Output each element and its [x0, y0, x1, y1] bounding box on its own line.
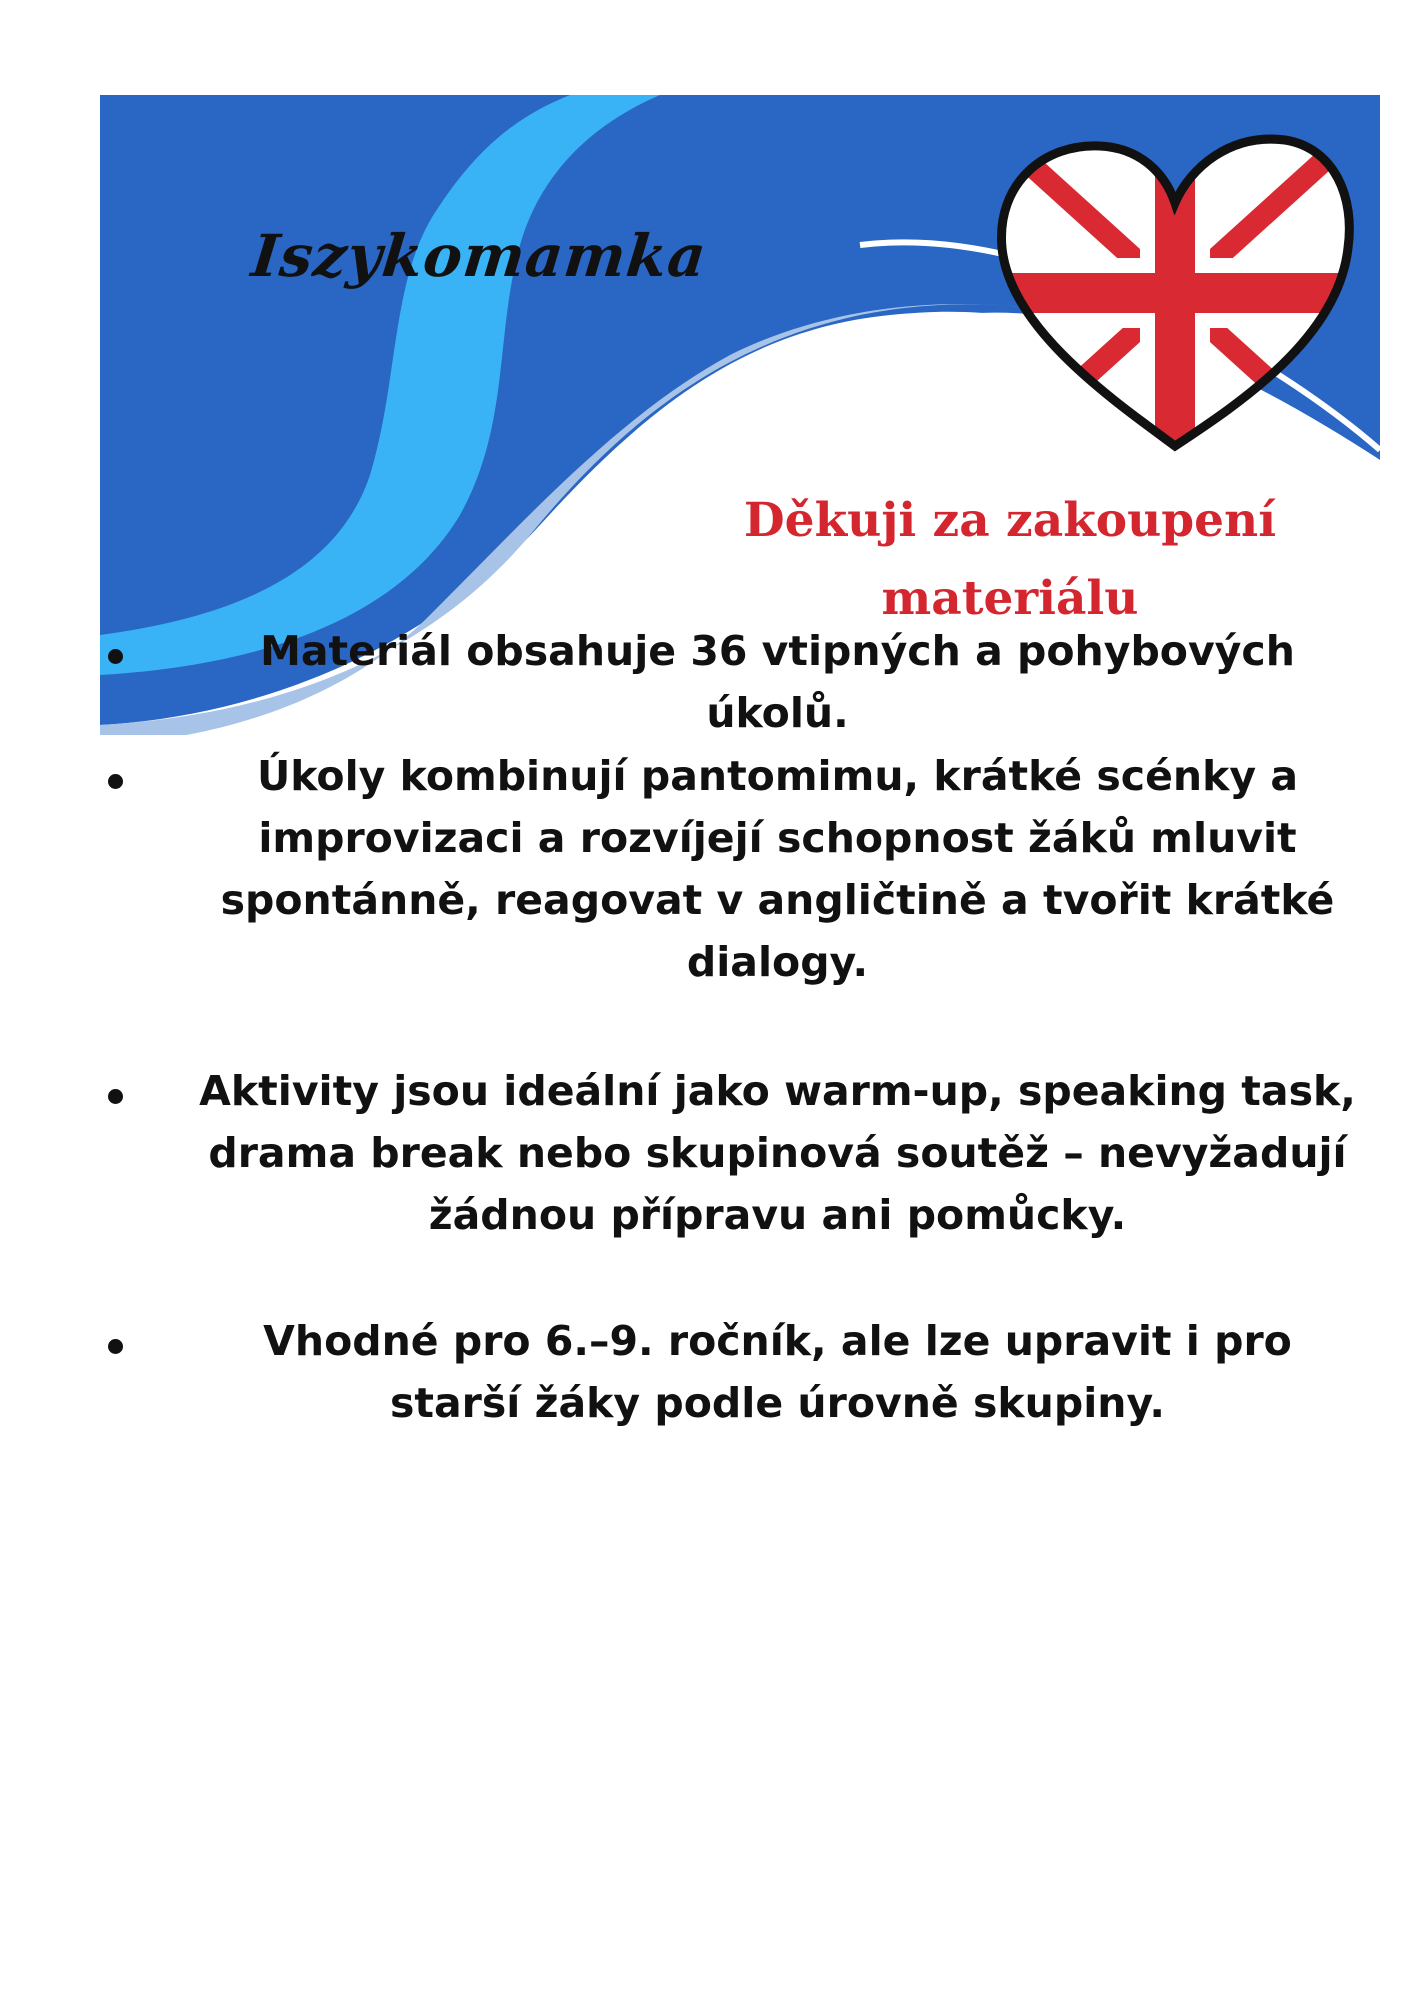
bullet-dot-icon — [108, 1089, 123, 1104]
uk-flag-heart-icon — [990, 128, 1360, 463]
bullet-dot-icon — [108, 1339, 123, 1354]
thanks-heading: Děkuji za zakoupení materiálu — [743, 493, 1277, 626]
bullet-text: Vhodné pro 6.–9. ročník, ale lze upravit i pro starší žáky podle úrovně skupiny. — [263, 1317, 1292, 1427]
bullet-dot-icon — [108, 649, 123, 664]
brand-logo: Iszykomamka — [248, 222, 710, 290]
bullet-dot-icon — [108, 774, 123, 789]
bullet-text: Aktivity jsou ideální jako warm-up, speaking task, drama break nebo skupinová soutěž – nevyžadují žádnou přípravu ani pomůcky. — [199, 1067, 1356, 1239]
bullet-text: Materiál obsahuje 36 vtipných a pohybových úkolů. — [260, 627, 1295, 737]
bullet-text: Úkoly kombinují pantomimu, krátké scénky a improvizaci a rozvíjejí schopnost žáků mluvit spontánně, reagovat v angličtině a tvořit krátké dialogy. — [220, 752, 1335, 986]
